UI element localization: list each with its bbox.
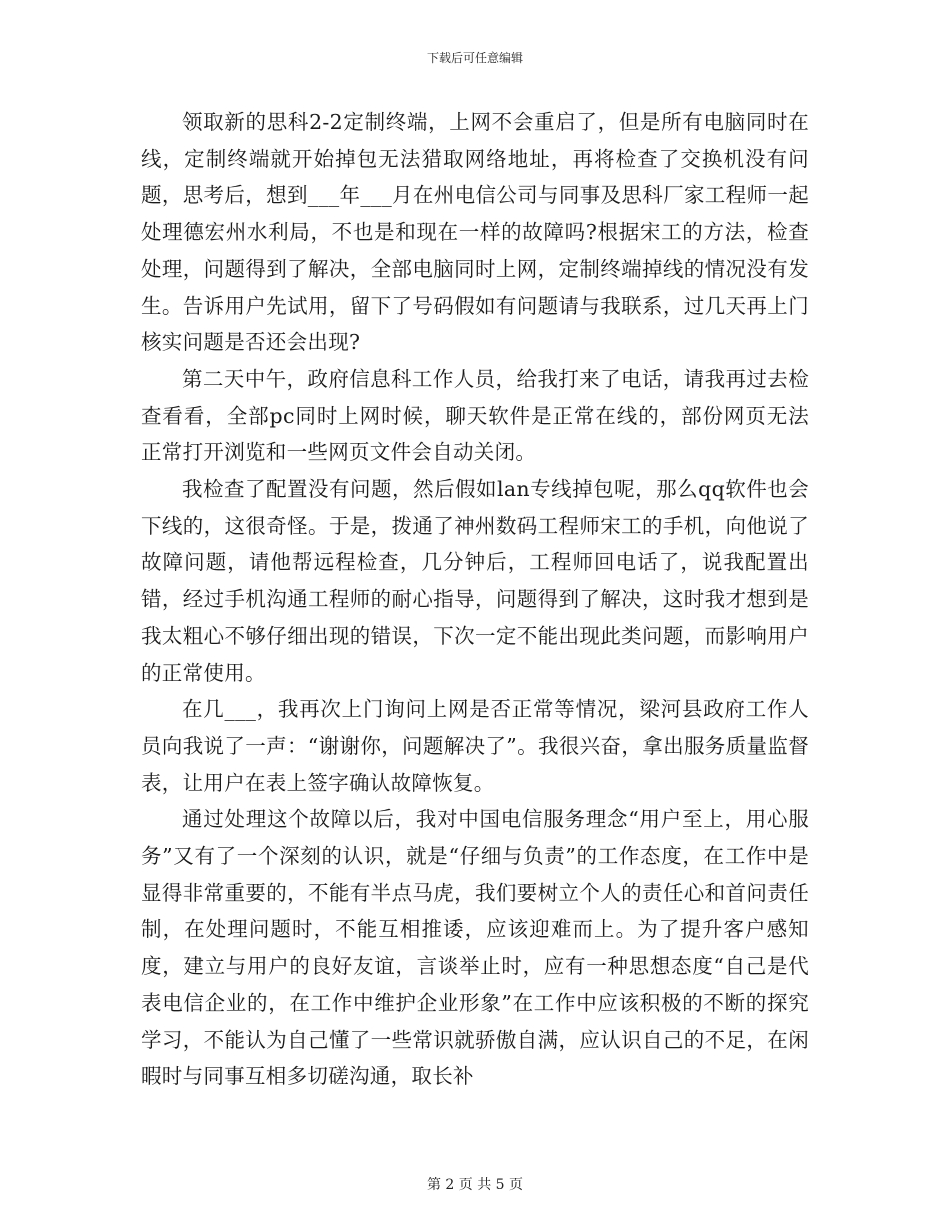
page-number-footer: 第 2 页 共 5 页 <box>426 1177 524 1193</box>
paragraph-config-check: 我检查了配置没有问题，然后假如lan专线掉包呢，那么qq软件也会下线的，这很奇怪。于是，拨通了神州数码工程师宋工的手机，向他说了故障问题，请他帮远程检查，几分钟后，工程师回电话了，说我配置出错，经过手机沟通工程师的耐心指导，问题得到了解决，这时我才想到是我太粗心不够仔细出现的错误，下次一定不能出现此类问题，而影响用户的正常使用。 <box>141 477 809 685</box>
paragraph-terminal-replacement: 领取新的思科2-2定制终端，上网不会重启了，但是所有电脑同时在线，定制终端就开始掉包无法猎取网络地址，再将检查了交换机没有问题，思考后，想到___年___月在州电信公司与同事及思科厂家工程师一起处理德宏州水利局，不也是和现在一样的故障吗?根据宋工的方法，检查处理，问题得到了解决，全部电脑同时上网，定制终端掉线的情况没有发生。告诉用户先试用，留下了号码假如有问题请与我联系，过几天再上门核实问题是否还会出现? <box>141 110 809 355</box>
paragraph-reflection: 通过处理这个故障以后，我对中国电信服务理念“用户至上，用心服务”又有了一个深刻的认识，就是“仔细与负责”的工作态度，在工作中是显得非常重要的，不能有半点马虎，我们要树立个人的责任心和首问责任制，在处理问题时，不能互相推诿，应该迎难而上。为了提升客户感知度，建立与用户的良好友谊，言谈举止时，应有一种思想态度“自己是代表电信企业的，在工作中维护企业形象”在工作中应该积极的不断的探究学习，不能认为自己懂了一些常识就骄傲自满，应认识自己的不足，在闲暇时与同事互相多切磋沟通，取长补 <box>141 807 809 1089</box>
paragraph-follow-up-visit: 在几___，我再次上门询问上网是否正常等情况，梁河县政府工作人员向我说了一声：“谢谢你，问题解决了”。我很兴奋，拿出服务质量监督表，让用户在表上签字确认故障恢复。 <box>141 697 809 795</box>
paragraph-next-day-call: 第二天中午，政府信息科工作人员，给我打来了电话，请我再过去检查看看，全部pc同时上网时候，聊天软件是正常在线的，部份网页无法正常打开浏览和一些网页文件会自动关闭。 <box>141 366 809 465</box>
document-body <box>141 104 809 1095</box>
page-header-note: 下载后可任意编辑 <box>426 51 523 65</box>
